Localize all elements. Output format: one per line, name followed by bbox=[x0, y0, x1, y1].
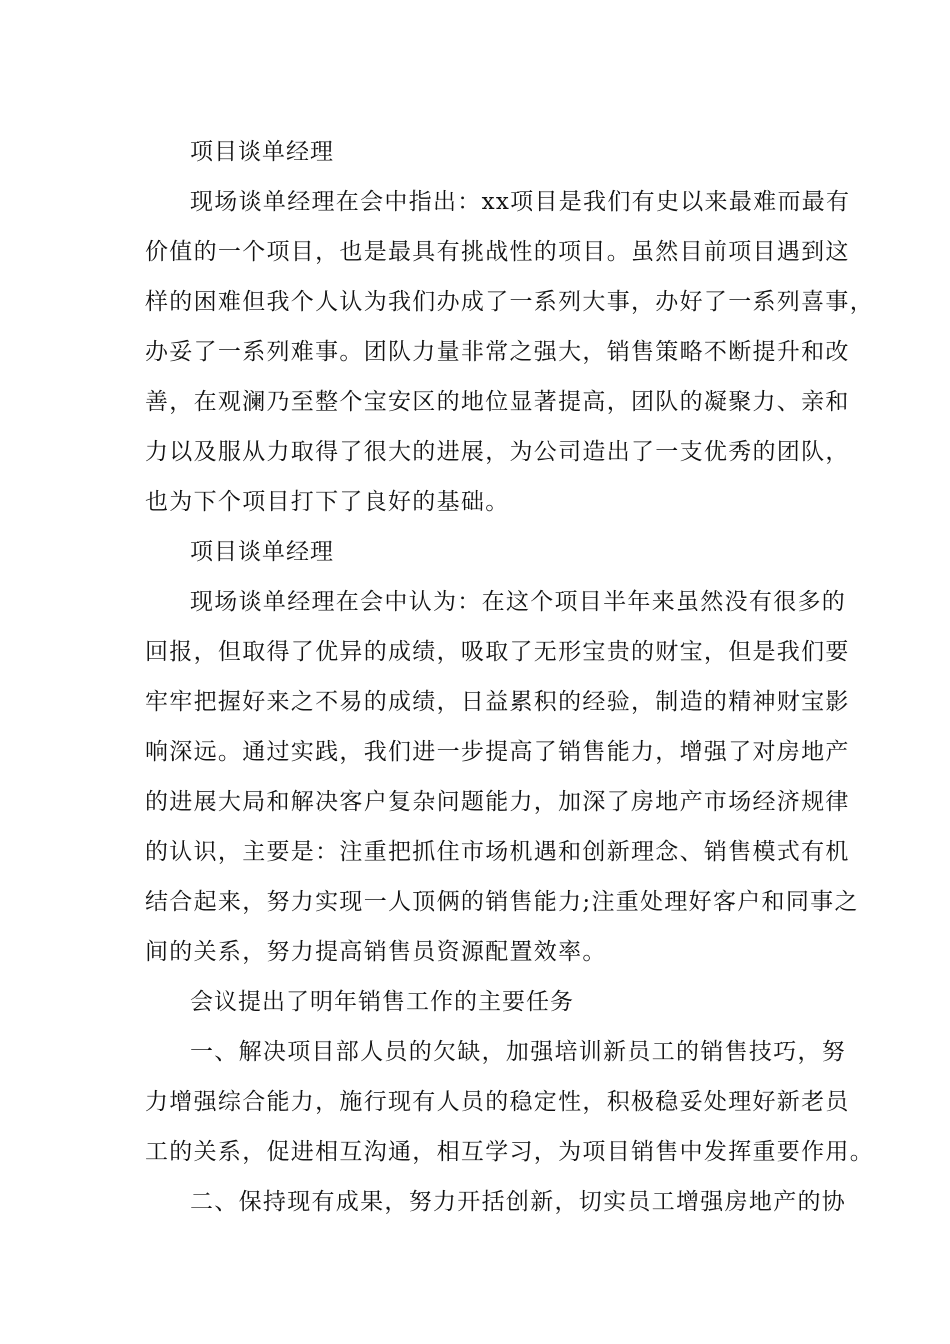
paragraph-line: 工的关系，促进相互沟通，相互学习，为项目销售中发挥重要作用。 bbox=[145, 1139, 874, 1165]
paragraph-line: 价值的一个项目，也是最具有挑战性的项目。虽然目前项目遇到这 bbox=[145, 239, 850, 265]
paragraph-line: 二、保持现有成果，努力开括创新，切实员工增强房地产的协 bbox=[190, 1189, 847, 1215]
paragraph-line: 样的困难但我个人认为我们办成了一系列大事，办好了一系列喜事， bbox=[145, 289, 874, 315]
section-heading: 项目谈单经理 bbox=[190, 139, 334, 165]
paragraph-line: 的进展大局和解决客户复杂问题能力，加深了房地产市场经济规律 bbox=[145, 789, 850, 815]
paragraph-line: 的认识，主要是：注重把抓住市场机遇和创新理念、销售模式有机 bbox=[145, 839, 850, 865]
paragraph-line: 结合起来，努力实现一人顶俩的销售能力;注重处理好客户和同事之 bbox=[145, 889, 859, 915]
paragraph-line: 也为下个项目打下了良好的基础。 bbox=[145, 489, 510, 515]
paragraph-line: 一、解决项目部人员的欠缺，加强培训新员工的销售技巧，努 bbox=[190, 1039, 847, 1065]
section-heading: 项目谈单经理 bbox=[190, 539, 334, 565]
paragraph-line: 办妥了一系列难事。团队力量非常之强大，销售策略不断提升和改 bbox=[145, 339, 850, 365]
paragraph-line: 回报，但取得了优异的成绩，吸取了无形宝贵的财宝，但是我们要 bbox=[145, 639, 850, 665]
paragraph-line: 力增强综合能力，施行现有人员的稳定性，积极稳妥处理好新老员 bbox=[145, 1089, 850, 1115]
section-heading: 会议提出了明年销售工作的主要任务 bbox=[190, 989, 574, 1015]
paragraph-line: 现场谈单经理在会中认为：在这个项目半年来虽然没有很多的 bbox=[190, 589, 847, 615]
paragraph-line: 间的关系，努力提高销售员资源配置效率。 bbox=[145, 939, 607, 965]
paragraph-line: 善，在观澜乃至整个宝安区的地位显著提高，团队的凝聚力、亲和 bbox=[145, 389, 850, 415]
paragraph-line: 现场谈单经理在会中指出：xx项目是我们有史以来最难而最有 bbox=[190, 189, 851, 215]
paragraph-line: 响深远。通过实践，我们进一步提高了销售能力，增强了对房地产 bbox=[145, 739, 850, 765]
paragraph-line: 力以及服从力取得了很大的进展，为公司造出了一支优秀的团队， bbox=[145, 439, 850, 465]
paragraph-line: 牢牢把握好来之不易的成绩，日益累积的经验，制造的精神财宝影 bbox=[145, 689, 850, 715]
